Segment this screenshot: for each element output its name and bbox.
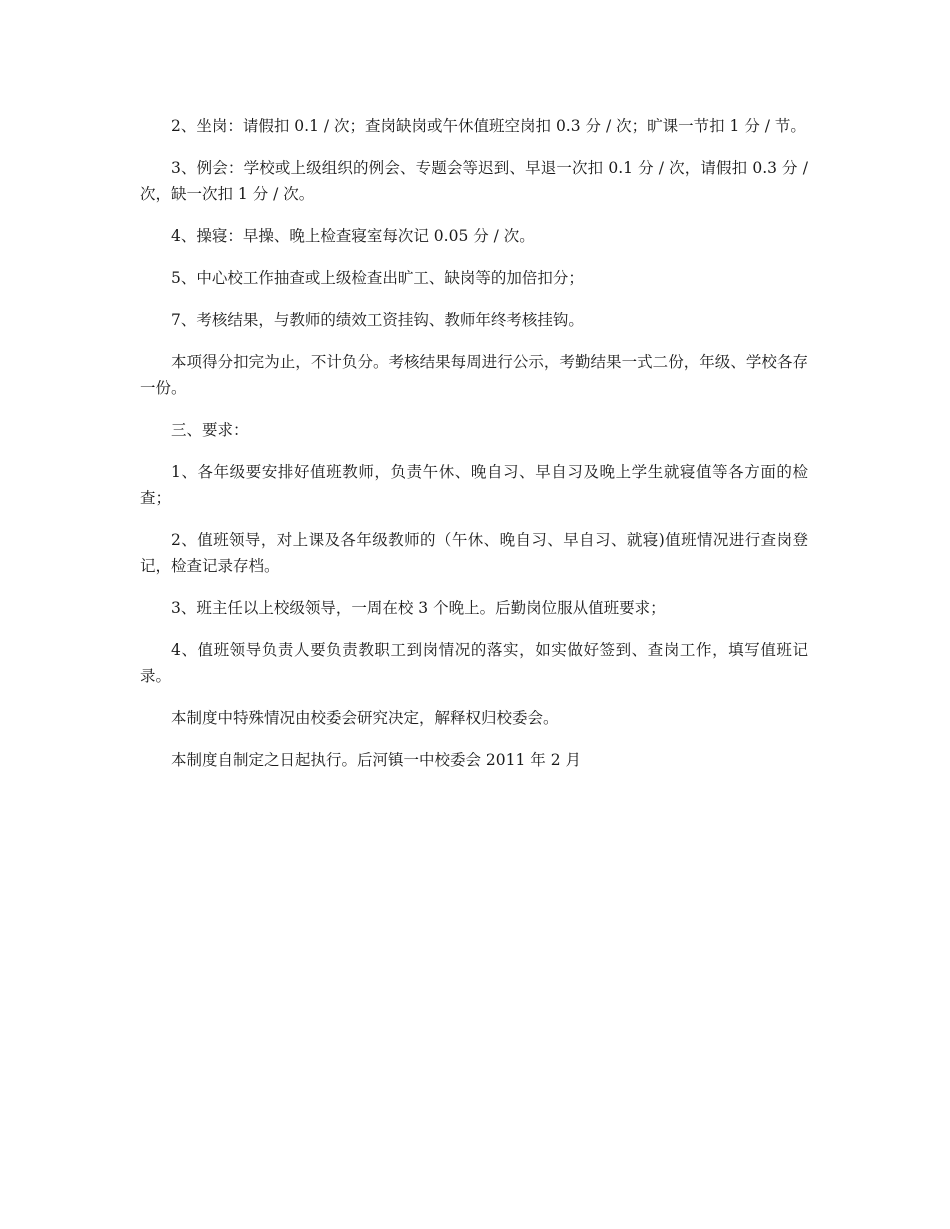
- document-body: [140, 113, 808, 789]
- paragraph-scoring-note: 本项得分扣完为止，不计负分。考核结果每周进行公示，考勤结果一式二份，年级、学校各存一份。: [140, 353, 808, 397]
- paragraph-requirement-2: 2、值班领导，对上课及各年级教师的（午休、晚自习、早自习、就寝)值班情况进行查岗登记，检查记录存档。: [140, 531, 808, 575]
- paragraph-requirement-3: 3、班主任以上校级领导，一周在校 3 个晚上。后勤岗位服从值班要求；: [171, 599, 666, 617]
- paragraph-seat-duty: 2、坐岗：请假扣 0.1 / 次；查岗缺岗或午休值班空岗扣 0.3 分 / 次；旷课一节扣 1 分 / 节。: [171, 117, 806, 135]
- paragraph-morning-dorm: 4、操寝：早操、晚上检查寝室每次记 0.05 分 / 次。: [171, 227, 535, 245]
- paragraph-assessment-results: 7、考核结果，与教师的绩效工资挂钩、教师年终考核挂钩。: [171, 311, 584, 329]
- section-heading-requirements: 三、要求：: [171, 421, 249, 439]
- paragraph-inspection-penalty: 5、中心校工作抽查或上级检查出旷工、缺岗等的加倍扣分；: [171, 269, 584, 287]
- paragraph-effective-date: 本制度自制定之日起执行。后河镇一中校委会 2011 年 2 月: [171, 751, 582, 769]
- paragraph-meetings: 3、例会：学校或上级组织的例会、专题会等迟到、早退一次扣 0.1 分 / 次，请假扣 0.3 分 / 次，缺一次扣 1 分 / 次。: [140, 159, 808, 203]
- paragraph-requirement-1: 1、各年级要安排好值班教师，负责午休、晚自习、早自习及晚上学生就寝值等各方面的检查；: [140, 463, 808, 507]
- paragraph-special-cases: 本制度中特殊情况由校委会研究决定，解释权归校委会。: [171, 709, 559, 727]
- paragraph-requirement-4: 4、值班领导负责人要负责教职工到岗情况的落实，如实做好签到、查岗工作，填写值班记录。: [140, 641, 808, 685]
